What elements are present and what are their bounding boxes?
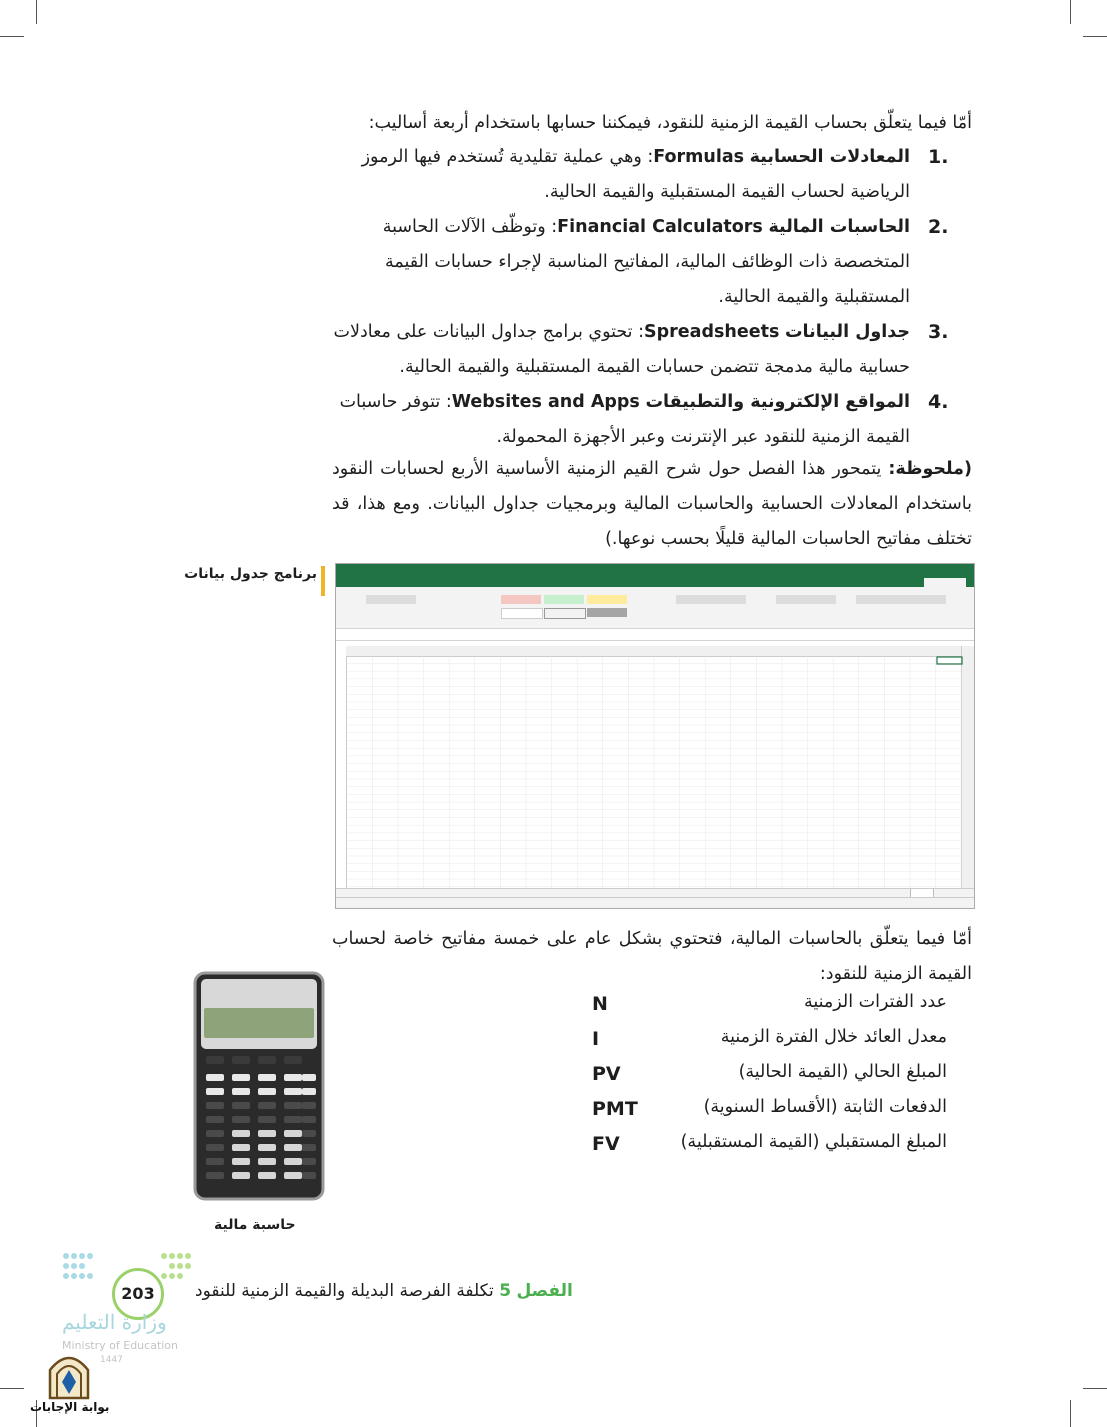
note-paragraph	[332, 452, 972, 557]
item-text: : وهي عملية تقليدية تُستخدم فيها الرموز الرياضية لحساب القيمة المستقبلية والقيمة الحالية.	[361, 147, 910, 202]
ministry-name-en: Ministry of Education	[62, 1339, 179, 1352]
list-item	[332, 210, 972, 315]
list-item	[332, 140, 972, 210]
note-label: (ملحوظة:	[888, 459, 972, 479]
key-abbr: I	[592, 1028, 600, 1050]
figure-label-accent	[321, 566, 325, 596]
item-number: 1.	[928, 146, 949, 168]
crop-mark	[36, 0, 37, 24]
key-abbr: PMT	[592, 1098, 638, 1120]
style-swatch-calc	[544, 608, 586, 619]
key-abbr: N	[592, 993, 608, 1015]
gate-label: بوابة الإجابات	[30, 1400, 110, 1414]
style-swatch-good	[544, 595, 584, 604]
item-title: الحاسبات المالية	[768, 217, 910, 237]
page-number: 203	[112, 1268, 164, 1320]
list-item	[332, 315, 972, 385]
key-desc: المبلغ الحالي (القيمة الحالية)	[738, 1062, 947, 1082]
excel-ribbon-tabs	[336, 577, 974, 587]
methods-list	[332, 140, 972, 455]
note-text: يتمحور هذا الفصل حول شرح القيم الزمنية الأساسية الأربع لحسابات النقود باستخدام المعادلات الحسابية والحاسبات المالية وبرمجيات جداول البيانات. ومع هذا، قد تختلف مفاتيح الحاسبات المالية قليلًا بحسب نوعها.)	[332, 459, 972, 549]
item-title: المعادلات الحسابية	[749, 147, 910, 167]
crop-mark	[1070, 0, 1071, 24]
key-row	[592, 1059, 947, 1093]
figure-label: برنامج جدول بيانات	[184, 566, 317, 582]
crop-mark	[1083, 36, 1107, 37]
item-title: المواقع الإلكترونية والتطبيقات	[645, 392, 910, 412]
ribbon-group	[856, 595, 946, 604]
excel-title-bar	[336, 564, 974, 577]
key-desc: الدفعات الثابتة (الأقساط السنوية)	[703, 1097, 947, 1117]
crop-mark	[1083, 1388, 1107, 1389]
item-number: 2.	[928, 216, 949, 238]
financial-calculator-image	[192, 970, 326, 1202]
style-swatch-neutral	[587, 595, 627, 604]
ribbon-group	[366, 595, 416, 604]
item-number: 4.	[928, 391, 949, 413]
excel-active-tab	[924, 578, 966, 587]
gate-logo-icon	[46, 1348, 92, 1400]
excel-formula-bar	[336, 629, 974, 641]
item-title-en: Formulas	[653, 147, 745, 167]
item-number: 3.	[928, 321, 949, 343]
item-title-en: Financial Calculators	[557, 217, 763, 237]
chapter-title: تكلفة الفرصة البديلة والقيمة الزمنية للنقود	[195, 1281, 494, 1301]
spreadsheet-screenshot	[335, 563, 975, 909]
ribbon-group	[776, 595, 836, 604]
key-row	[592, 1024, 947, 1058]
crop-mark	[0, 36, 24, 37]
item-text: : وتوظّف الآلات الحاسبة المتخصصة ذات الوظائف المالية، المفاتيح المناسبة لإجراء حسابات القيمة المستقبلية والقيمة الحالية.	[382, 217, 910, 307]
ministry-year: 1447	[100, 1355, 123, 1365]
chapter-number: 5	[499, 1281, 512, 1301]
style-swatch-check	[587, 608, 627, 617]
ministry-name-ar: وزارة التعليم	[62, 1310, 167, 1334]
key-row	[592, 1094, 947, 1128]
item-text: : تحتوي برامج جداول البيانات على معادلات حسابية مالية مدمجة تتضمن حسابات القيمة المستقبلية والقيمة الحالية.	[333, 322, 910, 377]
key-desc: المبلغ المستقبلي (القيمة المستقبلية)	[680, 1132, 947, 1152]
crop-mark	[1070, 1400, 1071, 1427]
key-abbr: PV	[592, 1063, 621, 1085]
key-row	[592, 989, 947, 1023]
crop-mark	[0, 1388, 24, 1389]
chapter-footer	[195, 1281, 573, 1301]
chapter-label: الفصل	[516, 1281, 573, 1301]
calculator-caption: حاسبة مالية	[214, 1217, 296, 1233]
key-desc: عدد الفترات الزمنية	[803, 992, 947, 1012]
item-text: : تتوفر حاسبات القيمة الزمنية للنقود عبر الإنترنت وعبر الأجهزة المحمولة.	[339, 392, 910, 447]
item-title-en: Websites and Apps	[451, 392, 640, 412]
list-item	[332, 385, 972, 455]
ribbon-group	[676, 595, 746, 604]
style-swatch-normal	[501, 608, 543, 619]
item-title-en: Spreadsheets	[644, 322, 780, 342]
key-desc: معدل العائد خلال الفترة الزمنية	[720, 1027, 947, 1047]
key-abbr: FV	[592, 1133, 620, 1155]
excel-status-bar	[336, 897, 974, 908]
excel-ribbon	[336, 587, 974, 629]
intro-paragraph: أمّا فيما يتعلّق بحساب القيمة الزمنية للنقود، فيمكننا حسابها باستخدام أربعة أساليب:	[368, 113, 972, 133]
item-title: جداول البيانات	[784, 322, 910, 342]
style-swatch-bad	[501, 595, 541, 604]
key-row	[592, 1129, 947, 1163]
calculator-intro: أمّا فيما يتعلّق بالحاسبات المالية، فتحتوي بشكل عام على خمسة مفاتيح خاصة لحساب القيمة الزمنية للنقود:	[332, 929, 972, 984]
excel-cell-grid	[346, 656, 963, 888]
